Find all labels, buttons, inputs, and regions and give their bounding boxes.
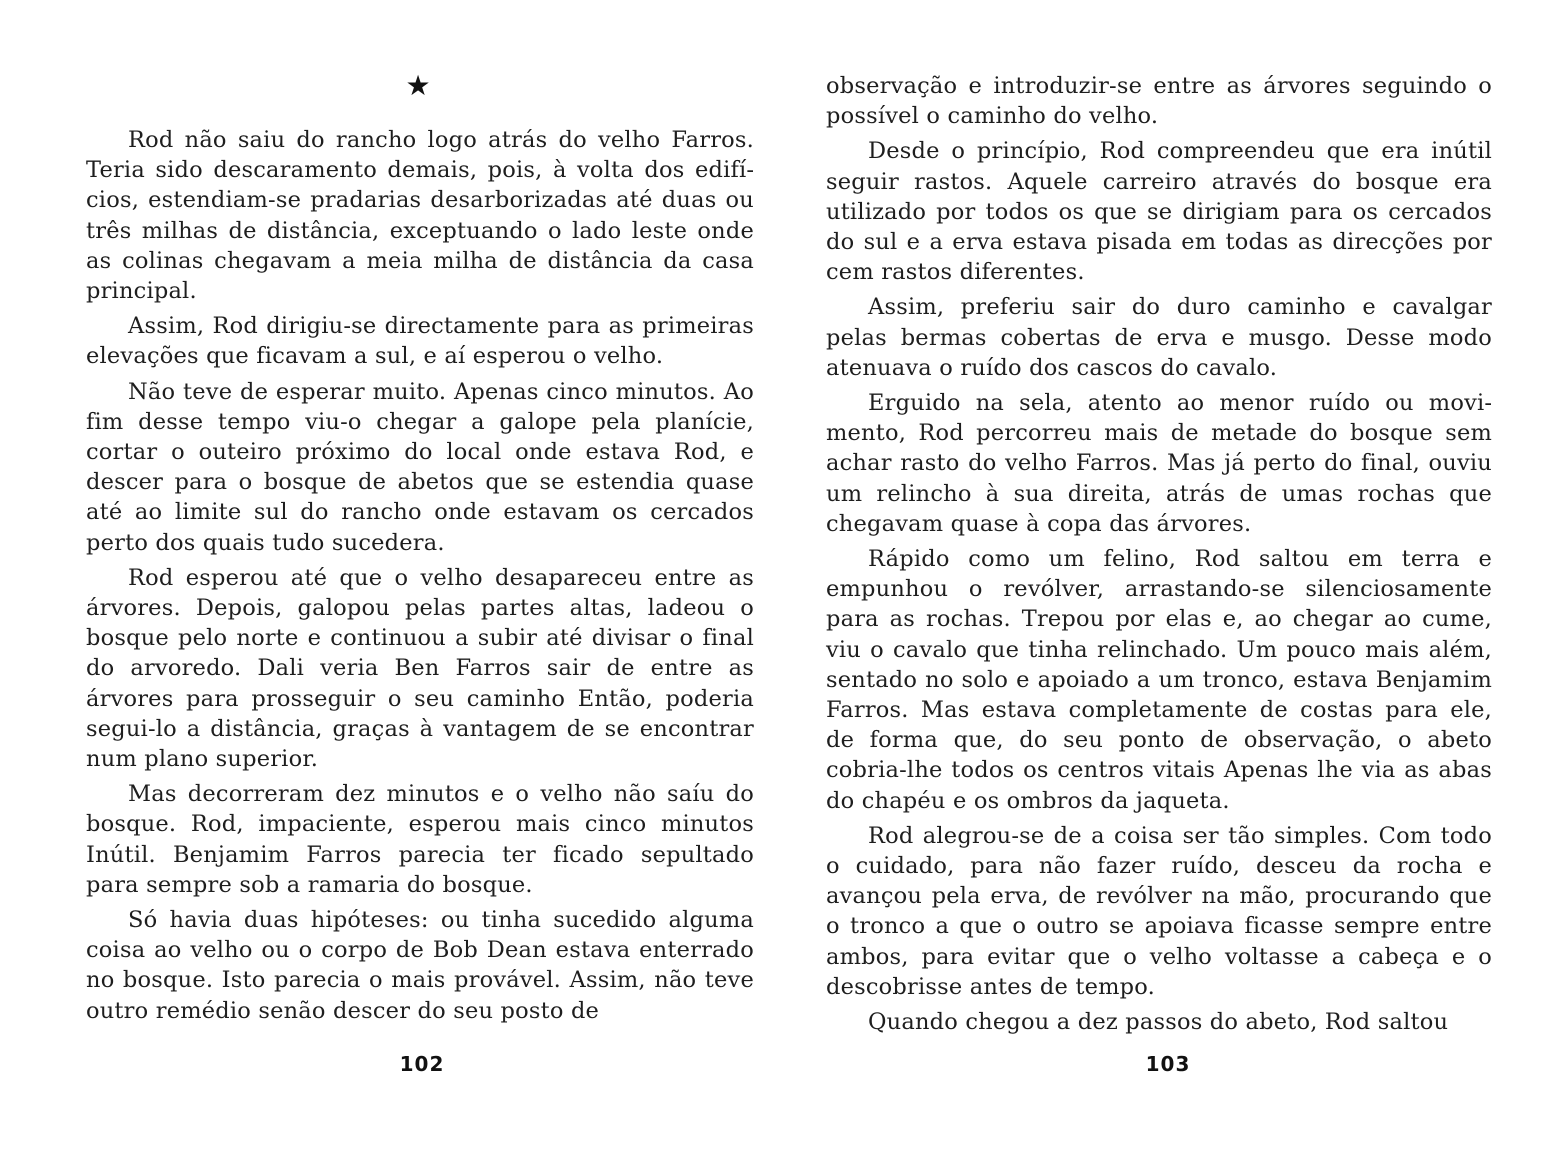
right-page-body — [826, 71, 1492, 1042]
paragraph: Não teve de esperar muito. Apenas cinco minutos. Ao fim desse tempo viu-o chegar a galope pela planície, cortar o outeiro próximo do local onde estava Rod, e descer para o bosque de abetos que se estendia quase até ao limite sul do rancho onde estavam os cercados perto dos quais tudo sucedera. — [86, 378, 754, 556]
paragraph: Assim, preferiu sair do duro caminho e cavalgar pelas bermas cobertas de erva e musgo. Desse modo atenuava o ruído dos cascos do cavalo. — [826, 294, 1492, 381]
left-page-body — [86, 125, 754, 1031]
paragraph: Quando chegou a dez passos do abeto, Rod saltou — [868, 1009, 1449, 1036]
page-number: 103 — [1145, 1052, 1191, 1076]
paragraph: Só havia duas hipóteses: ou tinha sucedido alguma coisa ao velho ou o corpo de Bob Dean estava enterrado no bosque. Isto parecia o mais provável. Assim, não teve outro remédio senão descer do seu posto de — [86, 907, 754, 1024]
right-page — [778, 0, 1556, 1168]
page-number: 102 — [399, 1052, 445, 1076]
section-break-star-icon: ★ — [405, 69, 431, 102]
paragraph: Rápido como um felino, Rod saltou em terra e empunhou o revólver, arrastando-se silenciosamente para as rochas. Trepou por elas e, ao chegar ao cume, viu o cavalo que tinha relinchado. Um pouco mais além, sentado no solo e apoiado a um tronco, estava Benjamim Farros. Mas estava completamente de costas para ele, de forma que, do seu ponto de observação, o abeto cobria-lhe todos os centros vitais Apenas lhe via as abas do chapéu e os ombros da jaqueta. — [826, 546, 1492, 814]
paragraph: Mas decorreram dez minutos e o velho não saíu do bosque. Rod, impaciente, esperou mais cinco minutos Inútil. Benjamim Farros parecia ter ficado sepultado para sempre sob a ramaria do bosque. — [86, 781, 754, 898]
paragraph-continuation: observação e introduzir-se entre as árvores seguindo o possível o caminho do velho. — [826, 73, 1492, 130]
paragraph: Rod esperou até que o velho desapareceu entre as árvores. Depois, galopou pelas partes altas, ladeou o bosque pelo norte e continuou a subir até divisar o final do arvoredo. Dali veria Ben Farros sair de entre as árvores para prosseguir o seu caminho Então, poderia segui-lo a distância, graças à vantagem de se encontrar num plano superior. — [86, 564, 754, 773]
paragraph: Desde o princípio, Rod compreendeu que era inútil seguir rastos. Aquele carreiro através do bosque era utilizado por todos os que se dirigiam para os cercados do sul e a erva estava pisada em todas as direcções por cem rastos diferentes. — [826, 138, 1492, 286]
paragraph: Rod alegrou-se de a coisa ser tão simples. Com todo o cuidado, para não fazer ruído, desceu da rocha e avançou pela erva, de revólver na mão, procurando que o tronco a que o outro se apoiava ficasse sempre entre ambos, para evitar que o velho voltasse a cabeça e o descobrisse antes de tempo. — [826, 822, 1492, 1000]
paragraph: Rod não saiu do rancho logo atrás do velho Farros. Teria sido descaramento demais, pois, à volta dos edifícios, estendiam-se pradarias desarborizadas até duas ou três milhas de distância, exceptuando o lado leste onde as colinas chegavam a meia milha de distância da casa principal. — [86, 127, 754, 305]
paragraph: Assim, Rod dirigiu-se directamente para as primeiras elevações que ficavam a sul, e aí esperou o velho. — [86, 313, 754, 370]
paragraph: Erguido na sela, atento ao menor ruído ou movimento, Rod percorreu mais de metade do bosque sem achar rasto do velho Farros. Mas já perto do final, ouviu um relincho à sua direita, atrás de umas rochas que chegavam quase à copa das árvores. — [826, 390, 1492, 537]
